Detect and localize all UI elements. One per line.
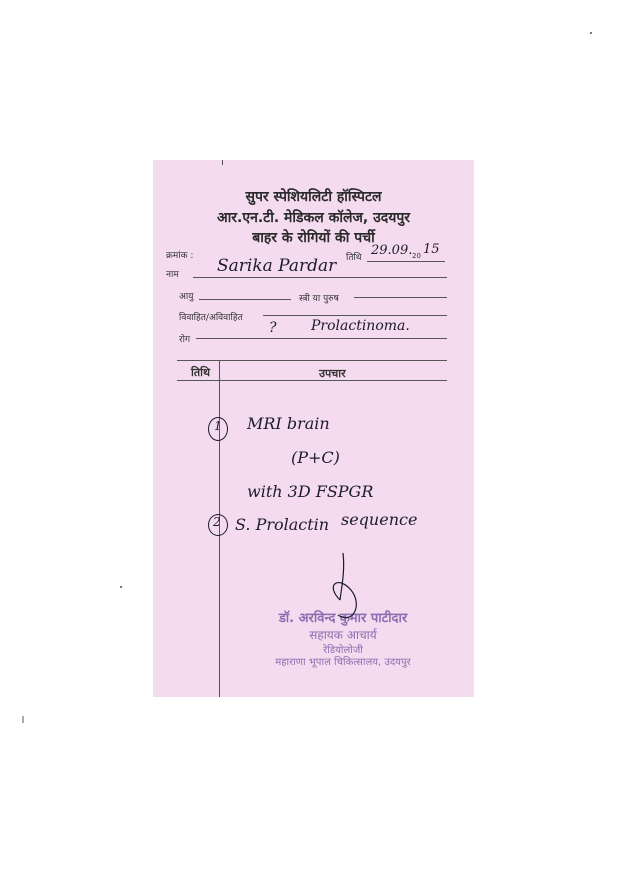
scan-speck [120,586,122,588]
disease-label: रोग [179,335,191,345]
scan-speck [590,32,592,34]
top-tick [222,160,223,165]
disease-line [196,338,447,339]
name-line [193,277,447,278]
date-label: तिथि [346,253,362,263]
stamp-doctor-name: डॉ. अरविन्द कुमार पाटीदार [278,611,408,626]
item1-line4: sequence [341,510,418,529]
table-top-line [177,360,447,361]
scan-speck [22,716,24,723]
age-label: आयु [179,292,194,302]
column-date-header: तिथि [191,366,210,379]
age-line [199,299,291,300]
table-header-line [177,380,447,381]
sex-label: स्त्री या पुरुष [299,294,339,304]
stamp-hospital: महाराणा भूपाल चिकित्सालय, उदयपुर [275,657,411,668]
opd-slip [153,160,474,697]
date-line [367,261,445,262]
item1-line1: MRI brain [247,414,330,433]
item2-line1: S. Prolactin [235,515,330,534]
stamp-department: रेडियोलोजी [323,645,363,656]
marital-line [263,315,447,316]
name-value: Sarika Pardar [217,256,337,276]
year-prefix: 20 [412,252,421,260]
disease-mark: ? [269,320,277,336]
item1-number: 1 [214,419,222,433]
marital-label: विवाहित/अविवाहित [179,313,243,323]
disease-value: Prolactinoma. [311,318,410,334]
item1-line2: (P+C) [291,448,340,467]
year-value: 15 [423,242,440,257]
stamp-designation: सहायक आचार्य [309,628,377,642]
name-label: नाम [166,270,179,280]
column-treatment-header: उपचार [319,367,346,380]
slip-title: बाहर के रोगियों की पर्ची [252,230,375,246]
date-value: 29.09. [371,243,413,258]
sex-line [354,297,447,298]
item1-line3: with 3D FSPGR [247,482,374,501]
college-name: आर.एन.टी. मेडिकल कॉलेज, उदयपुर [216,210,411,226]
serial-label: क्रमांक : [166,251,194,261]
item2-number: 2 [213,515,221,529]
hospital-name: सुपर स्पेशियलिटी हॉस्पिटल [245,189,382,205]
